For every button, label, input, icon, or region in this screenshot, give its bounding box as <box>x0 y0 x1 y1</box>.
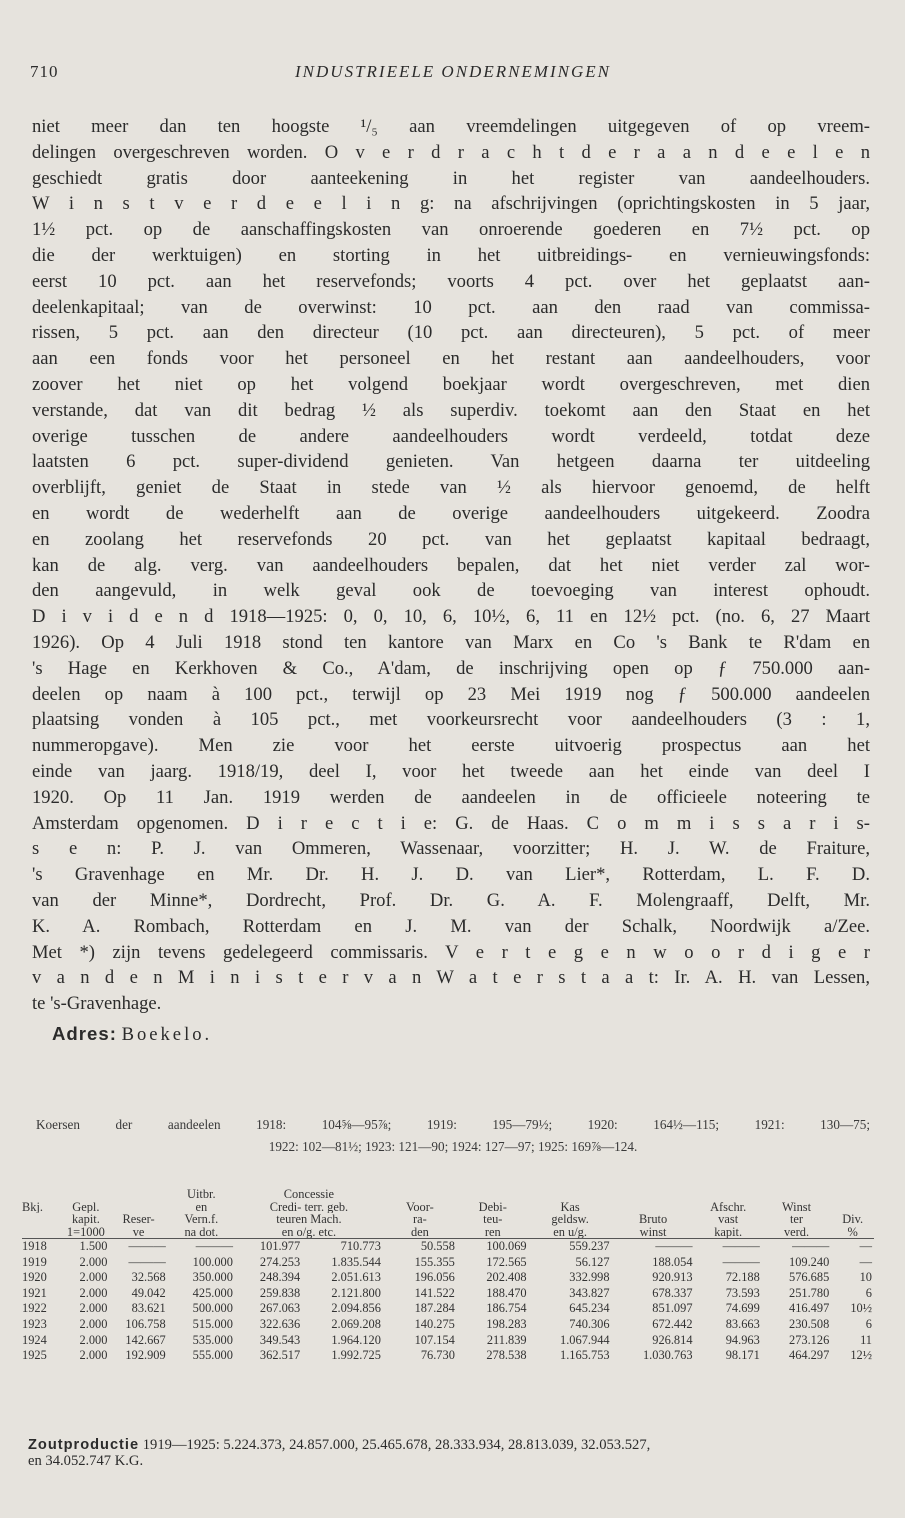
table-cell: 2.051.613 <box>331 1270 381 1285</box>
table-body <box>22 1239 874 1364</box>
table-cell: 10 <box>859 1270 872 1285</box>
table-cell: 12½ <box>850 1348 872 1363</box>
table-cell: 1.067.944 <box>560 1332 610 1347</box>
table-cell: 851.097 <box>652 1301 693 1316</box>
table-header-cell <box>62 1188 109 1201</box>
page-header <box>28 62 878 88</box>
table-header-cell: den <box>383 1226 457 1239</box>
table-cell: 74.699 <box>725 1301 760 1316</box>
body-line: verstande, dat van dit bedrag ½ als superdiv. toekomt aan den Staat en het <box>32 399 870 421</box>
table-header-cell: kapit. <box>695 1226 762 1239</box>
table-cell: 274.253 <box>259 1254 301 1269</box>
table-year-cell: 1918 <box>22 1239 47 1253</box>
body-line: D i v i d e n d 1918—1925: 0, 0, 10, 6, 10½, 6, 11 en 12½ pct. (no. 6, 27 Maart <box>32 606 870 628</box>
table-cell: 11 <box>860 1332 872 1347</box>
table-header-cell: geldsw. <box>551 1213 589 1226</box>
table-cell: 155.355 <box>414 1254 455 1269</box>
table-header-cell <box>22 1226 62 1239</box>
table-cell: ——— <box>722 1254 760 1269</box>
body-line: 1920. Op 11 Jan. 1919 werden de aandeelen in de officieele noteering te <box>32 786 870 808</box>
body-line: die der werktuigen) en storting in het uitbreidings- en vernieuwingsfonds: <box>32 244 870 266</box>
table-header-cell: ter <box>789 1213 804 1226</box>
salt-production <box>28 1437 876 1469</box>
table-cell: 109.240 <box>789 1254 830 1269</box>
table-header-cell: Afschr. <box>710 1200 747 1213</box>
running-title: INDUSTRIEELE ONDERNEMINGEN <box>295 62 611 81</box>
table-cell: ——— <box>128 1254 166 1269</box>
table-row <box>22 1348 874 1364</box>
table-cell: 196.056 <box>414 1270 455 1285</box>
table-header-cell: teu- <box>483 1213 503 1226</box>
table-header-cell <box>831 1188 874 1201</box>
share-prices <box>36 1114 870 1158</box>
table-header-cell: Uitbr. <box>187 1188 216 1201</box>
salt-production-values: 1919—1925: 5.224.373, 24.857.000, 25.465.678, 28.333.934, 28.813.039, 32.053.527, <box>142 1437 651 1453</box>
table-cell: ——— <box>195 1239 233 1253</box>
table-header-cell <box>762 1188 832 1201</box>
table-header-cell <box>831 1201 874 1214</box>
table-cell: 72.188 <box>725 1270 760 1285</box>
table-cell: 555.000 <box>192 1348 233 1363</box>
table-cell: 202.408 <box>486 1270 527 1285</box>
table-cell: 920.913 <box>652 1270 693 1285</box>
table-cell: 140.275 <box>414 1316 455 1331</box>
body-line: 1926). Op 4 Juli 1918 stond ten kantore van Marx en Co 's Bank te R'dam en <box>32 631 870 653</box>
table-header-cell: Bkj. <box>22 1200 43 1213</box>
table-cell: 576.685 <box>789 1270 830 1285</box>
table-header-cell: vast <box>718 1213 739 1226</box>
body-line: en zoolang het reservefonds 20 pct. van het geplaatst kapitaal bedraagt, <box>32 528 870 550</box>
table-cell: 211.839 <box>486 1332 527 1347</box>
table-header-cell <box>695 1188 762 1201</box>
table-cell: ——— <box>128 1239 166 1253</box>
table-cell: 500.000 <box>192 1301 233 1316</box>
body-line: en wordt de wederhelft aan de overige aandeelhouders uitgekeerd. Zoodra <box>32 502 870 524</box>
table-cell: 515.000 <box>192 1316 233 1331</box>
table-cell: 251.780 <box>789 1285 830 1300</box>
table-cell: 740.306 <box>569 1316 610 1331</box>
table-cell: 100.069 <box>486 1239 527 1253</box>
table-cell: 188.470 <box>486 1285 527 1300</box>
table-cell: 248.394 <box>259 1270 301 1285</box>
table-cell: 926.814 <box>652 1332 693 1347</box>
body-line: deelenkapitaal; van de overwinst: 10 pct. aan den raad van commissa- <box>32 296 870 318</box>
table-cell: 343.827 <box>569 1285 610 1300</box>
table-header-cell: Voor- <box>406 1200 434 1213</box>
body-line: delingen overgeschreven worden. O v e r d r a c h t d e r a a n d e e l e n <box>32 141 870 163</box>
table-cell: 142.667 <box>125 1332 166 1347</box>
table-header-row <box>22 1226 874 1239</box>
table-cell: 188.054 <box>652 1254 693 1269</box>
table-cell: 710.773 <box>340 1239 381 1253</box>
table-header-cell <box>109 1188 167 1201</box>
address-label: Adres: <box>52 1022 117 1044</box>
table-cell: 2.000 <box>79 1316 108 1331</box>
table-cell: 76.730 <box>420 1348 455 1363</box>
body-line: eerst 10 pct. aan het reservefonds; voorts 4 pct. over het geplaatst aan- <box>32 270 870 292</box>
table-cell: 50.558 <box>420 1239 455 1253</box>
table-cell: 1.165.753 <box>560 1348 610 1363</box>
table-header-cell: Credi- terr. geb. <box>269 1200 349 1213</box>
table-header-cell: Div. <box>842 1213 864 1226</box>
table-header-cell: % <box>831 1226 874 1239</box>
body-line: W i n s t v e r d e e l i n g: na afschrijvingen (oprichtingskosten in 5 jaar, <box>32 193 870 215</box>
table-cell: 83.621 <box>131 1301 166 1316</box>
table-header-cell: winst <box>612 1226 695 1239</box>
table-header-cell: Reser- <box>122 1213 155 1226</box>
table-cell: 425.000 <box>192 1285 233 1300</box>
table-row <box>22 1286 874 1302</box>
salt-production-line-1 <box>28 1437 876 1453</box>
table-header-row <box>22 1188 874 1201</box>
share-prices-line-2: 1922: 102—81½; 1923: 121—90; 1924: 127—97; 1925: 169⅞—124. <box>268 1139 638 1154</box>
body-line: Amsterdam opgenomen. D i r e c t i e: G. de Haas. C o m m i s s a r i s- <box>32 812 870 834</box>
body-line: rissen, 5 pct. aan den directeur (10 pct. aan directeuren), 5 pct. of meer <box>32 322 870 344</box>
table-cell: 2.000 <box>79 1270 108 1285</box>
table-header-cell: en o/g. etc. <box>235 1226 383 1239</box>
body-line: einde van jaarg. 1918/19, deel I, voor het tweede aan het einde van deel I <box>32 760 870 782</box>
table-year-cell: 1922 <box>22 1301 47 1316</box>
table-header-cell: Bruto <box>638 1213 668 1226</box>
share-prices-line-1: Koersen der aandeelen 1918: 104⅝—95⅞; 1919: 195—79½; 1920: 164½—115; 1921: 130—75; <box>36 1117 870 1132</box>
table-cell: 350.000 <box>192 1270 233 1285</box>
table-cell: 172.565 <box>486 1254 527 1269</box>
table-cell: 83.663 <box>725 1316 760 1331</box>
table-cell: 141.522 <box>414 1285 455 1300</box>
table-header-cell: Vern.f. <box>184 1213 219 1226</box>
table-cell: 192.909 <box>125 1348 166 1363</box>
table-cell: 6 <box>865 1285 872 1300</box>
table-header-cell <box>383 1188 457 1201</box>
table-cell: 10½ <box>850 1301 872 1316</box>
body-line: 's Gravenhage en Mr. Dr. H. J. D. van Lier*, Rotterdam, L. F. D. <box>32 864 870 886</box>
table-header <box>22 1188 874 1239</box>
table-header-cell: en <box>195 1200 208 1213</box>
body-line: v a n d e n M i n i s t e r v a n W a t e r s t a a t: Ir. A. H. van Lessen, <box>32 967 870 989</box>
table-header-cell: verd. <box>762 1226 832 1239</box>
table-year-cell: 1921 <box>22 1285 47 1300</box>
table-cell: 259.838 <box>259 1285 301 1300</box>
table-cell: ——— <box>792 1239 830 1253</box>
table-cell: 559.237 <box>569 1239 610 1253</box>
body-line: den aangevuld, in welk geval ook de toevoeging van interest ophoudt. <box>32 580 870 602</box>
table-header-cell: teuren Mach. <box>276 1213 342 1226</box>
body-line: laatsten 6 pct. super-dividend genieten. Van hetgeen daarna ter uitdeeling <box>32 451 870 473</box>
table-cell: 106.758 <box>125 1316 166 1331</box>
table-header-cell <box>109 1201 167 1214</box>
table-cell: 73.593 <box>725 1285 760 1300</box>
table-header-cell: 1=1000 <box>62 1226 109 1239</box>
table-header-cell: ve <box>109 1226 167 1239</box>
table-header-cell: en u/g. <box>529 1226 612 1239</box>
table-year-cell: 1925 <box>22 1348 47 1363</box>
table-row <box>22 1270 874 1286</box>
table-cell: 332.998 <box>569 1270 610 1285</box>
body-text <box>32 114 870 1049</box>
body-line: K. A. Rombach, Rotterdam en J. M. van der Schalk, Noordwijk a/Zee. <box>32 915 870 937</box>
table-cell: 322.636 <box>259 1316 301 1331</box>
table-header-cell <box>22 1213 62 1226</box>
table-header-cell: Winst <box>781 1200 812 1213</box>
body-line: van der Minne*, Dordrecht, Prof. Dr. G. A. F. Molengraaff, Delft, Mr. <box>32 889 870 911</box>
table-cell: 2.094.856 <box>331 1301 381 1316</box>
table-cell: 1.030.763 <box>642 1348 693 1363</box>
table-header-row <box>22 1201 874 1214</box>
body-line: geschiedt gratis door aanteekening in het register van aandeelhouders. <box>32 167 870 189</box>
table-cell: 2.121.800 <box>331 1285 381 1300</box>
table-cell: 56.127 <box>575 1254 610 1269</box>
table-year-cell: 1924 <box>22 1332 47 1347</box>
table-cell: 2.000 <box>79 1348 108 1363</box>
table-header-cell: Gepl. <box>72 1200 100 1213</box>
table-header-cell: Kas <box>560 1200 580 1213</box>
table-header-cell <box>22 1188 62 1201</box>
table-row <box>22 1301 874 1317</box>
body-line: overblijft, geniet de Staat in stede van ½ als hiervoor genoemd, de helft <box>32 477 870 499</box>
table-cell: 464.297 <box>789 1348 830 1363</box>
table-cell: 1.500 <box>79 1239 108 1253</box>
table-cell: 6 <box>865 1316 872 1331</box>
table-header-cell: na dot. <box>168 1226 235 1239</box>
table-header-cell: kapit. <box>71 1213 100 1226</box>
page-number: 710 <box>30 62 59 81</box>
body-line: zoover het niet op het volgend boekjaar wordt overgeschreven, met dien <box>32 373 870 395</box>
table-cell: 2.000 <box>79 1301 108 1316</box>
body-line: s e n: P. J. van Ommeren, Wassenaar, voorzitter; H. J. W. de Fraiture, <box>32 838 870 860</box>
body-paragraph <box>32 114 870 1017</box>
table-cell: ——— <box>722 1239 760 1253</box>
table-cell: 107.154 <box>414 1332 455 1347</box>
address-line <box>32 1019 870 1049</box>
table-year-cell: 1923 <box>22 1316 47 1331</box>
table-cell: 273.126 <box>789 1332 830 1347</box>
address-value: Boekelo. <box>121 1023 213 1045</box>
body-line: nummeropgave). Men zie voor het eerste uitvoerig prospectus aan het <box>32 735 870 757</box>
table-row <box>22 1333 874 1349</box>
body-line: 's Hage en Kerkhoven & Co., A'dam, de inschrijving open op ƒ 750.000 aan- <box>32 657 870 679</box>
table-row <box>22 1255 874 1271</box>
table-cell: 2.069.208 <box>331 1316 381 1331</box>
table-cell: 32.568 <box>131 1270 166 1285</box>
table-cell: — <box>859 1254 872 1269</box>
table-cell: 672.442 <box>652 1316 693 1331</box>
table-cell: 2.000 <box>79 1254 108 1269</box>
table-header-cell <box>457 1188 529 1201</box>
table-cell: 101.977 <box>259 1239 301 1253</box>
table-cell: 535.000 <box>192 1332 233 1347</box>
salt-production-line-2: en 34.052.747 K.G. <box>28 1453 144 1469</box>
table-header-cell <box>529 1188 612 1201</box>
table-header-cell: Debi- <box>478 1200 507 1213</box>
financial-table <box>22 1188 874 1364</box>
table-cell: 267.063 <box>259 1301 301 1316</box>
body-line: te 's-Gravenhage. <box>32 993 162 1015</box>
table-cell: 416.497 <box>789 1301 830 1316</box>
table-header-row <box>22 1213 874 1226</box>
body-line: overige tusschen de andere aandeelhouders wordt verdeeld, totdat deze <box>32 425 870 447</box>
table-cell: 2.000 <box>79 1332 108 1347</box>
body-line: plaatsing vonden à 105 pct., met voorkeursrecht voor aandeelhouders (3 : 1, <box>32 709 870 731</box>
table-cell: 1.964.120 <box>331 1332 381 1347</box>
table-cell: 362.517 <box>259 1348 301 1363</box>
table-row <box>22 1239 874 1255</box>
table-cell: 98.171 <box>725 1348 760 1363</box>
table-header-cell: ra- <box>413 1213 427 1226</box>
table-cell: 198.283 <box>486 1316 527 1331</box>
table-cell: 186.754 <box>486 1301 527 1316</box>
table-header-cell <box>612 1188 695 1201</box>
body-line: kan de alg. verg. van aandeelhouders bepalen, dat het niet verder zal wor- <box>32 554 870 576</box>
table-cell: 49.042 <box>131 1285 166 1300</box>
table-row <box>22 1317 874 1333</box>
table-cell: 94.963 <box>725 1332 760 1347</box>
table-cell: 187.284 <box>414 1301 455 1316</box>
body-line: deelen op naam à 100 pct., terwijl op 23 Mei 1919 nog ƒ 500.000 aandeelen <box>32 683 870 705</box>
table-header-cell: ren <box>457 1226 529 1239</box>
table-cell: 230.508 <box>789 1316 830 1331</box>
table-year-cell: 1919 <box>22 1254 47 1269</box>
table-cell: 349.543 <box>259 1332 301 1347</box>
table-cell: 100.000 <box>192 1254 233 1269</box>
table-year-cell: 1920 <box>22 1270 47 1285</box>
body-line: niet meer dan ten hoogste ¹/₅ aan vreemdelingen uitgegeven of op vreem- <box>32 116 870 137</box>
table-cell: — <box>859 1239 872 1253</box>
table-cell: 2.000 <box>79 1285 108 1300</box>
table-header-cell: Concessie <box>283 1188 335 1201</box>
table-cell: 678.337 <box>652 1285 693 1300</box>
body-line: Met *) zijn tevens gedelegeerd commissaris. V e r t e g e n w o o r d i g e r <box>32 941 870 963</box>
table-cell: 278.538 <box>486 1348 527 1363</box>
table-header-cell <box>612 1201 695 1214</box>
body-line: 1½ pct. op de aanschaffingskosten van onroerende goederen en 7½ pct. op <box>32 219 870 241</box>
salt-production-label: Zoutproductie <box>28 1437 140 1453</box>
table-cell: 1.835.544 <box>331 1254 381 1269</box>
table-cell: 1.992.725 <box>331 1348 381 1363</box>
table-cell: ——— <box>655 1239 693 1253</box>
body-line: aan een fonds voor het personeel en het restant aan aandeelhouders, voor <box>32 348 870 370</box>
table-cell: 645.234 <box>569 1301 610 1316</box>
